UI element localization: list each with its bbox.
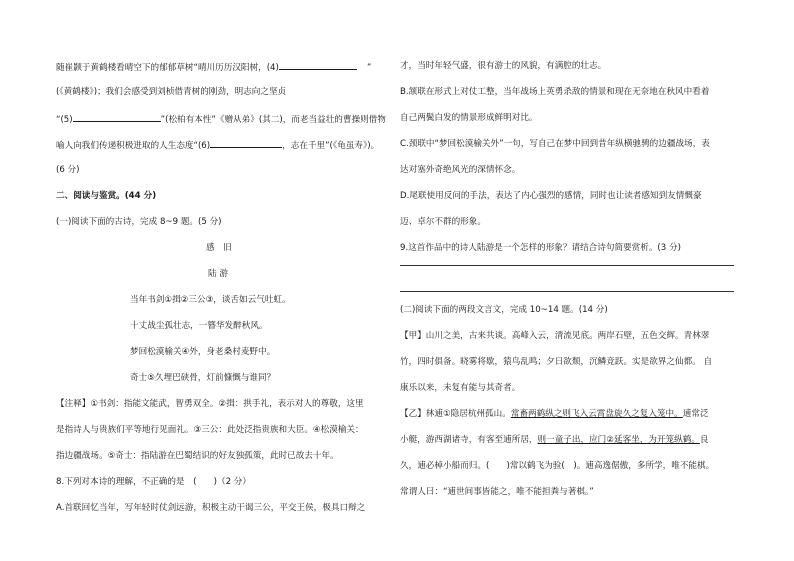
q7-score: (6 分) [56, 165, 80, 175]
yi-line-3: 久，逋必棹小船而归。( )常以鹤飞为验( )。逋高逸倨傲，多所学，唯不能棋。 [400, 461, 715, 471]
answer-blank-5[interactable] [73, 112, 161, 122]
q8-option-a: A.首联回忆当年，写年轻时仗剑远游，积极主动干谒三公，平交王侯，极具口辩之 [56, 503, 366, 513]
note-line-1: 【注释】①书剑：指能文能武，智勇双全。②揖：拱手礼，表示对人的尊敬，这里 [56, 399, 364, 409]
yi-underlined-sentence-2: 则一童子出，应门②延客坐，为开笼纵鹤。 [537, 435, 700, 445]
note-line-3: 指边疆战场。⑤奇士：指陆游在巴蜀结识的好友独孤策，此时已故去十年。 [56, 451, 339, 461]
q7-line-1-end: ” [366, 63, 372, 73]
poem-line-2: 十丈战尘孤壮志，一簪华发醉秋风。 [130, 321, 268, 331]
answer-blank-4[interactable] [279, 60, 357, 70]
q8-option-b-line-2: 自己两鬓白发的情景形成鲜明对比。 [400, 113, 538, 123]
yi-line-2-end: 良 [699, 435, 709, 445]
q8-option-d-line-2: 迈、卓尔不群的形象。 [400, 217, 486, 227]
q7-line-2: (《黄鹤楼》)；我们会感受到刘桢借青树的刚劲，明志向之坚贞 [56, 87, 287, 97]
yi-line-1-start: 【乙】林逋①隐居杭州孤山。 [400, 409, 511, 419]
q8-option-c-line-1: C.颈联中“梦回松漠榆关外”一句，写自己在梦中回到昔年纵横驰骋的边疆战场，表 [400, 139, 710, 149]
poem-line-4: 奇士⑤久埋巴硖骨，灯前慷慨与谁同？ [130, 373, 276, 383]
answer-blank-6[interactable] [210, 138, 282, 148]
q8-option-b-line-1: B.颔联在形式上对仗工整，当年战场上英勇杀敌的情景和现在无奈地在秋风中看着 [400, 87, 710, 97]
yi-line-1 [400, 408, 709, 420]
q7-line-3-start: “(5) [56, 115, 73, 125]
q7-line-4-text: 喻人向我们传递积极进取的人生态度“(6) [56, 141, 211, 151]
answer-line-1[interactable] [400, 265, 734, 266]
q7-line-1-text: 随崔颢于黄鹤楼看晴空下的郁郁草树“晴川历历汉阳树，(4) [56, 63, 279, 73]
section-2-title: 二、阅读与鉴赏。(44 分) [56, 191, 157, 201]
yi-underlined-sentence-1: 常畜两鹤纵之则飞入云霄盘旋久之复入笼中。 [510, 409, 683, 419]
q7-line-4 [56, 138, 379, 152]
jia-line-2: 竹，四时俱备。晓雾将歇，猿鸟乱鸣；夕日欲颓，沉鳞竞跃。实是欲界之仙都。 自 [400, 357, 713, 367]
part-1-intro: (一)阅读下面的古诗，完成 8~9 题。(5 分) [56, 217, 222, 227]
question-8: 8.下列对本诗的理解，不正确的是 ( )（2 分） [56, 477, 251, 487]
poem-line-3: 梦回松漠榆关④外，身老桑村麦野中。 [130, 347, 276, 357]
jia-line-3: 康乐以来，未复有能与其奇者。 [400, 383, 521, 393]
jia-line-1: 【甲】山川之美，古来共谈。高峰入云，清流见底。两岸石壁，五色交辉。青林翠 [400, 331, 710, 341]
q8-option-a-cont: 才，当时年轻气盛，很有游士的风貌，有满腔的壮志。 [400, 61, 607, 71]
poem-author: 陆 游 [208, 269, 228, 279]
note-line-2: 是指诗人与贵族们平等地行见面礼。③三公：此处泛指贵族和大臣。④松漠榆关： [56, 425, 364, 435]
yi-line-4: 常谓人曰：“逋世间事皆能之，唯不能担粪与著棋。” [400, 487, 594, 497]
poem-line-1: 当年书剑①揖②三公③，谈舌如云气吐虹。 [130, 295, 291, 305]
q8-option-c-line-2: 达对塞外奇绝风光的深情怀念。 [400, 165, 521, 175]
q7-line-4-end: ，志在千里”(《龟虽寿》)。 [282, 141, 380, 151]
question-9: 9.这首作品中的诗人陆游是一个怎样的形象？请结合诗句简要赏析。(3 分) [400, 243, 681, 253]
q7-line-3-text: ”(松柏有本性”《赠从弟》(其二)，而老当益壮的曹操则借物 [160, 115, 386, 125]
answer-line-2[interactable] [400, 291, 734, 292]
yi-line-2 [400, 434, 709, 446]
q7-line-1 [56, 60, 371, 74]
part-2-intro: (二)阅读下面的两段文言文，完成 10~14 题。(14 分) [400, 305, 608, 315]
poem-title: 感 旧 [206, 243, 232, 253]
yi-line-2-start: 小艇，游西湖诸寺，有客至逋所居， [400, 435, 538, 445]
q8-option-d-line-1: D.尾联使用反问的手法，表达了内心强烈的感情，同时也让读者感知到友情慨豪 [400, 191, 702, 201]
yi-line-1-end: 逋常泛 [682, 409, 709, 419]
q7-line-3 [56, 112, 386, 126]
